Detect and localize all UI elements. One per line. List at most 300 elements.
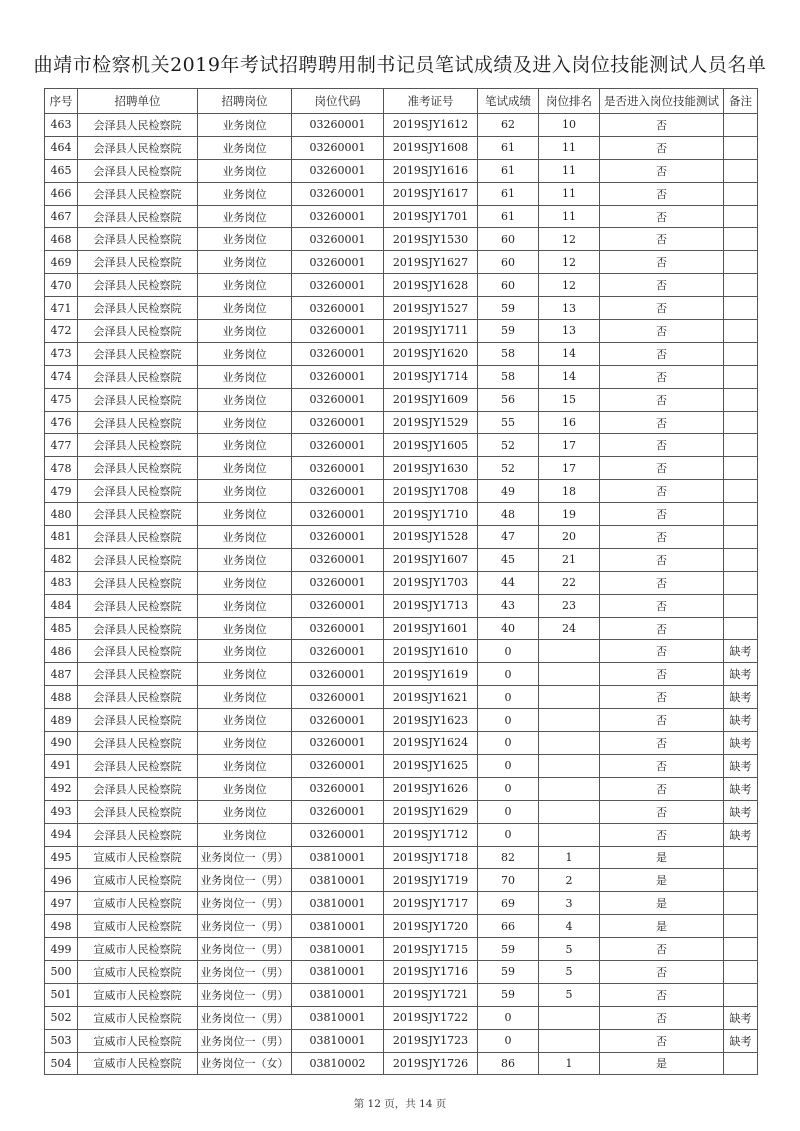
cell-remark [724, 434, 758, 457]
cell-position: 业务岗位 [198, 136, 292, 159]
cell-position-code: 03810001 [292, 1029, 384, 1052]
cell-admission-no: 2019SJY1703 [384, 571, 478, 594]
cell-remark [724, 571, 758, 594]
table-row [45, 983, 758, 1006]
cell-remark [724, 526, 758, 549]
cell-remark [724, 983, 758, 1006]
cell-admission-no: 2019SJY1708 [384, 480, 478, 503]
cell-admission-no: 2019SJY1608 [384, 136, 478, 159]
table-row [45, 571, 758, 594]
cell-skill-test: 否 [600, 342, 724, 365]
cell-skill-test: 否 [600, 960, 724, 983]
cell-skill-test: 否 [600, 182, 724, 205]
cell-skill-test: 否 [600, 320, 724, 343]
cell-rank: 2 [539, 869, 600, 892]
cell-admission-no: 2019SJY1605 [384, 434, 478, 457]
cell-position: 业务岗位一（男） [198, 892, 292, 915]
cell-position-code: 03810001 [292, 960, 384, 983]
cell-unit: 会泽县人民检察院 [78, 800, 198, 823]
cell-position: 业务岗位 [198, 365, 292, 388]
cell-unit: 会泽县人民检察院 [78, 136, 198, 159]
cell-remark: 缺考 [724, 686, 758, 709]
cell-admission-no: 2019SJY1717 [384, 892, 478, 915]
cell-unit: 会泽县人民检察院 [78, 686, 198, 709]
table-row [45, 800, 758, 823]
cell-skill-test: 否 [600, 938, 724, 961]
cell-position: 业务岗位 [198, 548, 292, 571]
cell-position: 业务岗位 [198, 709, 292, 732]
cell-position-code: 03260001 [292, 297, 384, 320]
cell-position: 业务岗位一（男） [198, 846, 292, 869]
table-row [45, 548, 758, 571]
cell-unit: 会泽县人民检察院 [78, 342, 198, 365]
col-header-score: 笔试成绩 [478, 89, 539, 114]
cell-position: 业务岗位一（男） [198, 960, 292, 983]
cell-admission-no: 2019SJY1713 [384, 594, 478, 617]
cell-position-code: 03260001 [292, 342, 384, 365]
cell-rank: 11 [539, 136, 600, 159]
table-row [45, 274, 758, 297]
cell-unit: 会泽县人民检察院 [78, 434, 198, 457]
cell-position-code: 03260001 [292, 732, 384, 755]
cell-score: 52 [478, 434, 539, 457]
cell-skill-test: 否 [600, 571, 724, 594]
cell-admission-no: 2019SJY1712 [384, 823, 478, 846]
cell-position-code: 03260001 [292, 640, 384, 663]
cell-remark: 缺考 [724, 640, 758, 663]
cell-index: 483 [45, 571, 78, 594]
cell-unit: 会泽县人民检察院 [78, 503, 198, 526]
cell-position: 业务岗位一（女） [198, 1052, 292, 1075]
cell-score: 59 [478, 297, 539, 320]
cell-rank: 12 [539, 274, 600, 297]
cell-admission-no: 2019SJY1609 [384, 388, 478, 411]
cell-rank: 11 [539, 159, 600, 182]
cell-rank: 11 [539, 182, 600, 205]
cell-position-code: 03260001 [292, 663, 384, 686]
cell-unit: 宣威市人民检察院 [78, 938, 198, 961]
cell-index: 474 [45, 365, 78, 388]
cell-unit: 宣威市人民检察院 [78, 869, 198, 892]
table-row [45, 503, 758, 526]
cell-admission-no: 2019SJY1625 [384, 754, 478, 777]
cell-position: 业务岗位 [198, 320, 292, 343]
cell-position: 业务岗位 [198, 571, 292, 594]
table-row [45, 457, 758, 480]
cell-score: 0 [478, 777, 539, 800]
cell-unit: 会泽县人民检察院 [78, 114, 198, 137]
cell-position-code: 03260001 [292, 434, 384, 457]
cell-unit: 会泽县人民检察院 [78, 823, 198, 846]
table-row [45, 915, 758, 938]
table-row [45, 754, 758, 777]
cell-unit: 会泽县人民检察院 [78, 457, 198, 480]
cell-score: 0 [478, 1006, 539, 1029]
cell-unit: 会泽县人民检察院 [78, 480, 198, 503]
col-header-skill-test: 是否进入岗位技能测试 [600, 89, 724, 114]
table-row [45, 594, 758, 617]
cell-index: 497 [45, 892, 78, 915]
cell-position: 业务岗位 [198, 640, 292, 663]
cell-admission-no: 2019SJY1720 [384, 915, 478, 938]
cell-score: 0 [478, 732, 539, 755]
cell-remark: 缺考 [724, 754, 758, 777]
cell-rank: 14 [539, 342, 600, 365]
cell-remark [724, 457, 758, 480]
cell-score: 52 [478, 457, 539, 480]
cell-admission-no: 2019SJY1530 [384, 228, 478, 251]
cell-remark [724, 297, 758, 320]
cell-index: 498 [45, 915, 78, 938]
table-row [45, 251, 758, 274]
cell-admission-no: 2019SJY1715 [384, 938, 478, 961]
cell-unit: 会泽县人民检察院 [78, 320, 198, 343]
cell-skill-test: 否 [600, 1029, 724, 1052]
cell-position: 业务岗位 [198, 754, 292, 777]
cell-index: 492 [45, 777, 78, 800]
cell-position-code: 03810001 [292, 846, 384, 869]
cell-index: 493 [45, 800, 78, 823]
cell-remark [724, 320, 758, 343]
cell-position-code: 03260001 [292, 571, 384, 594]
cell-skill-test: 否 [600, 777, 724, 800]
cell-score: 59 [478, 938, 539, 961]
cell-position: 业务岗位一（男） [198, 869, 292, 892]
cell-position-code: 03260001 [292, 548, 384, 571]
table-row [45, 114, 758, 137]
cell-rank: 3 [539, 892, 600, 915]
cell-position: 业务岗位一（男） [198, 983, 292, 1006]
cell-score: 0 [478, 1029, 539, 1052]
cell-skill-test: 否 [600, 823, 724, 846]
cell-remark [724, 1052, 758, 1075]
cell-position-code: 03260001 [292, 388, 384, 411]
cell-skill-test: 否 [600, 411, 724, 434]
cell-score: 48 [478, 503, 539, 526]
page-title: 曲靖市检察机关2019年考试招聘聘用制书记员笔试成绩及进入岗位技能测试人员名单 [33, 54, 767, 76]
cell-admission-no: 2019SJY1610 [384, 640, 478, 663]
cell-rank [539, 823, 600, 846]
cell-unit: 会泽县人民检察院 [78, 411, 198, 434]
cell-skill-test: 否 [600, 640, 724, 663]
cell-rank: 17 [539, 434, 600, 457]
cell-rank: 1 [539, 1052, 600, 1075]
cell-position: 业务岗位 [198, 251, 292, 274]
table-row [45, 1052, 758, 1075]
table-row [45, 777, 758, 800]
cell-rank [539, 663, 600, 686]
cell-remark [724, 365, 758, 388]
cell-score: 44 [478, 571, 539, 594]
cell-score: 82 [478, 846, 539, 869]
table-row [45, 136, 758, 159]
cell-index: 488 [45, 686, 78, 709]
cell-unit: 会泽县人民检察院 [78, 526, 198, 549]
cell-remark [724, 938, 758, 961]
col-header-admission-no: 准考证号 [384, 89, 478, 114]
table-row [45, 663, 758, 686]
cell-position-code: 03260001 [292, 251, 384, 274]
cell-remark [724, 892, 758, 915]
cell-skill-test: 否 [600, 594, 724, 617]
cell-admission-no: 2019SJY1718 [384, 846, 478, 869]
cell-position-code: 03260001 [292, 228, 384, 251]
cell-rank: 18 [539, 480, 600, 503]
cell-skill-test: 否 [600, 617, 724, 640]
cell-position-code: 03810001 [292, 869, 384, 892]
cell-admission-no: 2019SJY1619 [384, 663, 478, 686]
cell-rank: 21 [539, 548, 600, 571]
table-row [45, 846, 758, 869]
cell-remark: 缺考 [724, 663, 758, 686]
cell-remark [724, 114, 758, 137]
cell-rank: 5 [539, 960, 600, 983]
cell-score: 47 [478, 526, 539, 549]
cell-position-code: 03260001 [292, 274, 384, 297]
col-header-rank: 岗位排名 [539, 89, 600, 114]
cell-skill-test: 是 [600, 1052, 724, 1075]
cell-score: 0 [478, 800, 539, 823]
cell-score: 59 [478, 320, 539, 343]
cell-rank: 23 [539, 594, 600, 617]
cell-index: 463 [45, 114, 78, 137]
table-row [45, 640, 758, 663]
cell-admission-no: 2019SJY1714 [384, 365, 478, 388]
cell-index: 495 [45, 846, 78, 869]
cell-skill-test: 否 [600, 732, 724, 755]
cell-score: 61 [478, 136, 539, 159]
cell-position: 业务岗位 [198, 663, 292, 686]
cell-position-code: 03260001 [292, 503, 384, 526]
cell-skill-test: 否 [600, 1006, 724, 1029]
table-row [45, 159, 758, 182]
cell-skill-test: 否 [600, 548, 724, 571]
cell-skill-test: 否 [600, 800, 724, 823]
cell-rank: 13 [539, 297, 600, 320]
cell-position-code: 03260001 [292, 823, 384, 846]
cell-rank: 4 [539, 915, 600, 938]
col-header-index: 序号 [45, 89, 78, 114]
cell-position-code: 03810001 [292, 892, 384, 915]
cell-admission-no: 2019SJY1722 [384, 1006, 478, 1029]
cell-skill-test: 否 [600, 503, 724, 526]
cell-score: 61 [478, 159, 539, 182]
cell-position-code: 03260001 [292, 777, 384, 800]
cell-position-code: 03260001 [292, 159, 384, 182]
cell-position: 业务岗位一（男） [198, 1006, 292, 1029]
cell-skill-test: 否 [600, 480, 724, 503]
col-header-position-code: 岗位代码 [292, 89, 384, 114]
cell-position: 业务岗位 [198, 617, 292, 640]
cell-remark [724, 205, 758, 228]
cell-remark: 缺考 [724, 823, 758, 846]
cell-score: 0 [478, 686, 539, 709]
cell-unit: 会泽县人民检察院 [78, 571, 198, 594]
cell-score: 0 [478, 709, 539, 732]
cell-rank: 13 [539, 320, 600, 343]
results-table [44, 88, 758, 1075]
cell-rank: 20 [539, 526, 600, 549]
cell-rank: 15 [539, 388, 600, 411]
cell-unit: 会泽县人民检察院 [78, 754, 198, 777]
cell-score: 45 [478, 548, 539, 571]
page-footer: 第 12 页，共 14 页 [353, 1098, 447, 1110]
cell-admission-no: 2019SJY1716 [384, 960, 478, 983]
cell-remark [724, 251, 758, 274]
cell-index: 501 [45, 983, 78, 1006]
cell-unit: 宣威市人民检察院 [78, 915, 198, 938]
cell-remark: 缺考 [724, 1029, 758, 1052]
cell-position: 业务岗位一（男） [198, 1029, 292, 1052]
cell-index: 466 [45, 182, 78, 205]
table-row [45, 732, 758, 755]
cell-position: 业务岗位 [198, 457, 292, 480]
cell-rank [539, 777, 600, 800]
cell-skill-test: 否 [600, 526, 724, 549]
cell-score: 60 [478, 251, 539, 274]
cell-position: 业务岗位 [198, 823, 292, 846]
cell-skill-test: 否 [600, 205, 724, 228]
cell-score: 58 [478, 365, 539, 388]
cell-unit: 会泽县人民检察院 [78, 297, 198, 320]
cell-remark [724, 617, 758, 640]
cell-position-code: 03810002 [292, 1052, 384, 1075]
cell-skill-test: 是 [600, 846, 724, 869]
cell-rank [539, 800, 600, 823]
cell-index: 472 [45, 320, 78, 343]
cell-unit: 会泽县人民检察院 [78, 388, 198, 411]
cell-score: 60 [478, 274, 539, 297]
cell-rank [539, 732, 600, 755]
cell-unit: 宣威市人民检察院 [78, 1006, 198, 1029]
col-header-position: 招聘岗位 [198, 89, 292, 114]
cell-remark: 缺考 [724, 800, 758, 823]
table-row [45, 297, 758, 320]
cell-admission-no: 2019SJY1601 [384, 617, 478, 640]
cell-remark [724, 274, 758, 297]
cell-position: 业务岗位 [198, 800, 292, 823]
cell-rank [539, 1006, 600, 1029]
table-row [45, 960, 758, 983]
cell-remark [724, 915, 758, 938]
cell-rank: 5 [539, 938, 600, 961]
cell-admission-no: 2019SJY1616 [384, 159, 478, 182]
cell-remark [724, 548, 758, 571]
cell-index: 471 [45, 297, 78, 320]
cell-index: 476 [45, 411, 78, 434]
table-row [45, 1029, 758, 1052]
table-row [45, 526, 758, 549]
cell-unit: 会泽县人民检察院 [78, 640, 198, 663]
cell-index: 486 [45, 640, 78, 663]
cell-position: 业务岗位 [198, 434, 292, 457]
cell-remark [724, 388, 758, 411]
cell-index: 500 [45, 960, 78, 983]
cell-index: 480 [45, 503, 78, 526]
cell-skill-test: 否 [600, 228, 724, 251]
cell-position: 业务岗位 [198, 297, 292, 320]
cell-index: 484 [45, 594, 78, 617]
cell-remark [724, 503, 758, 526]
cell-index: 499 [45, 938, 78, 961]
cell-index: 470 [45, 274, 78, 297]
cell-index: 489 [45, 709, 78, 732]
table-row [45, 365, 758, 388]
cell-position-code: 03260001 [292, 754, 384, 777]
cell-index: 496 [45, 869, 78, 892]
cell-index: 469 [45, 251, 78, 274]
cell-position: 业务岗位 [198, 526, 292, 549]
cell-score: 40 [478, 617, 539, 640]
cell-index: 491 [45, 754, 78, 777]
cell-score: 55 [478, 411, 539, 434]
cell-position-code: 03260001 [292, 182, 384, 205]
cell-position-code: 03260001 [292, 320, 384, 343]
cell-unit: 会泽县人民检察院 [78, 594, 198, 617]
cell-admission-no: 2019SJY1721 [384, 983, 478, 1006]
cell-score: 56 [478, 388, 539, 411]
cell-rank [539, 754, 600, 777]
table-row [45, 320, 758, 343]
cell-remark [724, 159, 758, 182]
cell-skill-test: 是 [600, 869, 724, 892]
cell-skill-test: 否 [600, 297, 724, 320]
cell-rank: 19 [539, 503, 600, 526]
cell-position: 业务岗位 [198, 480, 292, 503]
cell-position-code: 03260001 [292, 411, 384, 434]
cell-remark [724, 182, 758, 205]
cell-position: 业务岗位 [198, 159, 292, 182]
cell-unit: 会泽县人民检察院 [78, 732, 198, 755]
cell-skill-test: 否 [600, 114, 724, 137]
cell-skill-test: 否 [600, 159, 724, 182]
cell-skill-test: 否 [600, 754, 724, 777]
cell-position: 业务岗位 [198, 594, 292, 617]
cell-position-code: 03260001 [292, 800, 384, 823]
cell-position: 业务岗位 [198, 182, 292, 205]
cell-position: 业务岗位一（男） [198, 915, 292, 938]
cell-index: 475 [45, 388, 78, 411]
cell-unit: 宣威市人民检察院 [78, 892, 198, 915]
cell-remark [724, 594, 758, 617]
cell-skill-test: 否 [600, 983, 724, 1006]
cell-skill-test: 否 [600, 365, 724, 388]
cell-score: 0 [478, 663, 539, 686]
cell-rank: 12 [539, 228, 600, 251]
cell-admission-no: 2019SJY1701 [384, 205, 478, 228]
cell-position-code: 03810001 [292, 1006, 384, 1029]
cell-score: 60 [478, 228, 539, 251]
cell-admission-no: 2019SJY1529 [384, 411, 478, 434]
cell-position-code: 03260001 [292, 480, 384, 503]
cell-index: 479 [45, 480, 78, 503]
cell-position-code: 03260001 [292, 617, 384, 640]
col-header-remark: 备注 [724, 89, 758, 114]
cell-skill-test: 否 [600, 136, 724, 159]
cell-index: 494 [45, 823, 78, 846]
cell-index: 482 [45, 548, 78, 571]
cell-remark [724, 342, 758, 365]
cell-rank: 1 [539, 846, 600, 869]
cell-rank: 10 [539, 114, 600, 137]
cell-remark: 缺考 [724, 777, 758, 800]
cell-unit: 会泽县人民检察院 [78, 709, 198, 732]
cell-position-code: 03260001 [292, 526, 384, 549]
cell-score: 59 [478, 983, 539, 1006]
col-header-unit: 招聘单位 [78, 89, 198, 114]
cell-score: 86 [478, 1052, 539, 1075]
cell-remark: 缺考 [724, 1006, 758, 1029]
